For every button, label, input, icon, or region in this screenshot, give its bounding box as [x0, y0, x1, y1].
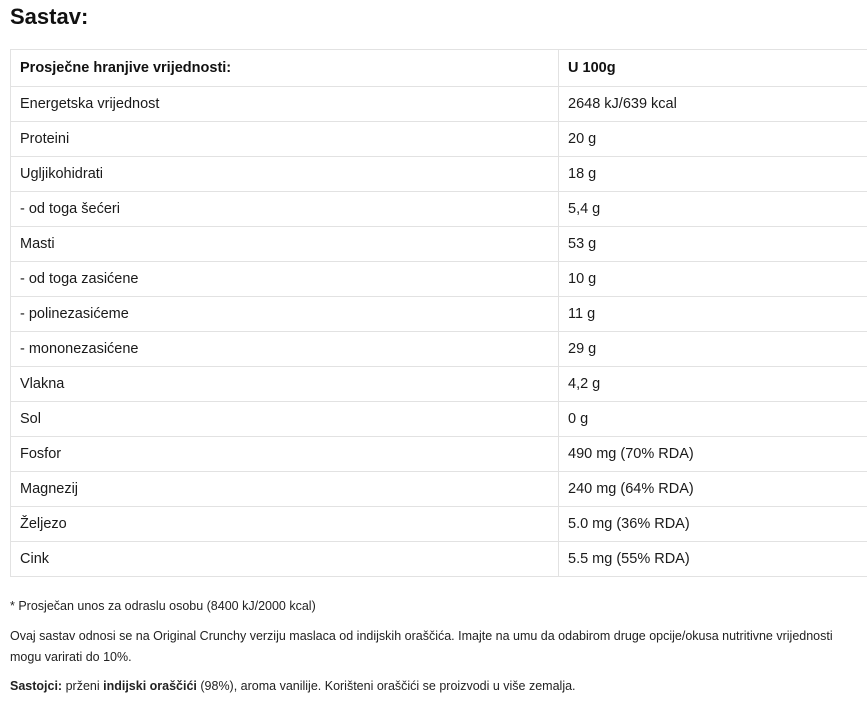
table-row [11, 402, 867, 437]
table-row [11, 297, 867, 332]
nutrient-name: Energetska vrijednost [11, 87, 559, 122]
nutrient-value: 29 g [559, 332, 867, 367]
nutrient-value: 0 g [559, 402, 867, 437]
table-row [11, 157, 867, 192]
column-header-per-100g: U 100g [559, 50, 867, 87]
rda-footnote: * Prosječan unos za odraslu osobu (8400 kJ/2000 kcal) [10, 599, 316, 613]
nutrient-value: 53 g [559, 227, 867, 262]
nutrient-value: 490 mg (70% RDA) [559, 437, 867, 472]
nutrient-name: Masti [11, 227, 559, 262]
nutrient-value: 18 g [559, 157, 867, 192]
nutrient-name: Proteini [11, 122, 559, 157]
table-row [11, 437, 867, 472]
nutrient-name: Ugljikohidrati [11, 157, 559, 192]
nutrient-name: - od toga zasićene [11, 262, 559, 297]
table-row [11, 192, 867, 227]
table-row [11, 227, 867, 262]
nutrient-value: 240 mg (64% RDA) [559, 472, 867, 507]
ingredients-line [10, 676, 860, 697]
nutrient-value: 5.5 mg (55% RDA) [559, 542, 867, 577]
ingredients-text-1: prženi [62, 679, 104, 693]
page-title: Sastav: [10, 4, 89, 29]
table-header-row [11, 50, 867, 87]
nutrient-name: Željezo [11, 507, 559, 542]
table-row [11, 507, 867, 542]
variant-disclaimer: Ovaj sastav odnosi se na Original Crunchy verziju maslaca od indijskih oraščića. Imajte na umu da odabirom druge opcije/okusa nutritivne vrijednosti mogu varirati do 10%. [10, 629, 833, 664]
nutrient-value: 5.0 mg (36% RDA) [559, 507, 867, 542]
nutrient-value: 11 g [559, 297, 867, 332]
table-row [11, 472, 867, 507]
nutrient-value: 20 g [559, 122, 867, 157]
nutrient-name: Fosfor [11, 437, 559, 472]
nutrient-name: Vlakna [11, 367, 559, 402]
nutrient-name: - od toga šećeri [11, 192, 559, 227]
ingredients-label: Sastojci: [10, 679, 63, 693]
nutrient-name: - polinezasićeme [11, 297, 559, 332]
nutrient-value: 10 g [559, 262, 867, 297]
table-row [11, 542, 867, 577]
nutrient-value: 5,4 g [559, 192, 867, 227]
notes-section [10, 596, 860, 697]
nutrition-table [10, 49, 867, 577]
nutrient-value: 2648 kJ/639 kcal [559, 87, 867, 122]
nutrient-name: Sol [11, 402, 559, 437]
nutrient-name: Cink [11, 542, 559, 577]
table-row [11, 332, 867, 367]
nutrient-name: Magnezij [11, 472, 559, 507]
table-row [11, 122, 867, 157]
table-row [11, 87, 867, 122]
ingredients-highlight: indijski oraščići [103, 679, 197, 693]
nutrient-name: - mononezasićene [11, 332, 559, 367]
table-row [11, 367, 867, 402]
ingredients-text-2: (98%), aroma vanilije. Korišteni oraščići se proizvodi u više zemalja. [196, 679, 576, 693]
nutrient-value: 4,2 g [559, 367, 867, 402]
column-header-nutrient: Prosječne hranjive vrijednosti: [11, 50, 559, 87]
table-row [11, 262, 867, 297]
